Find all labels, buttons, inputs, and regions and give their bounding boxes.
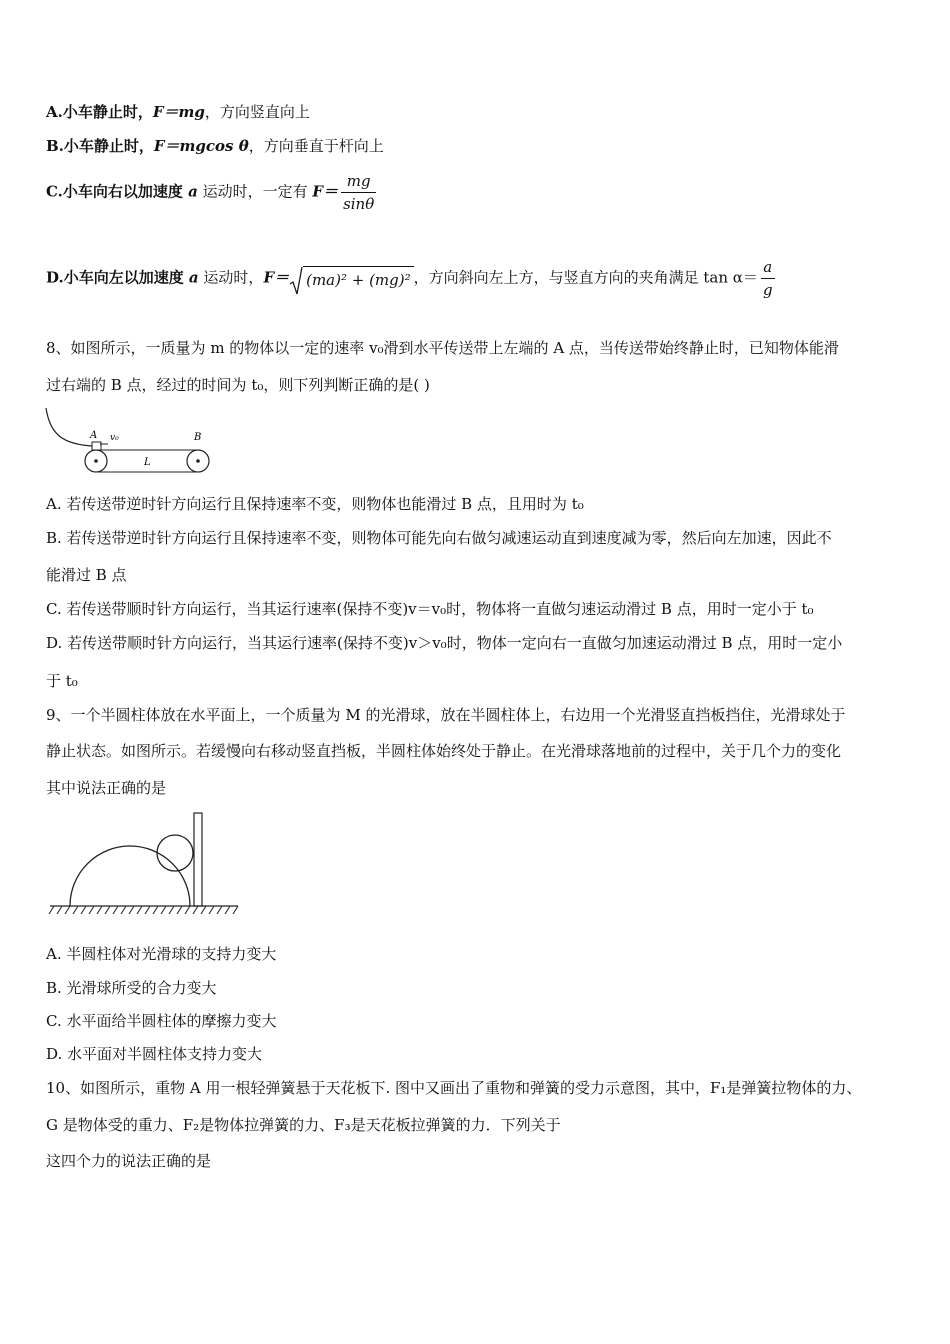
- velocity-label: v₀: [110, 433, 119, 443]
- q7-option-b-suffix: ，方向垂直于杆向上: [248, 137, 384, 155]
- radical-sign-icon: [289, 266, 303, 296]
- q7-option-a-suffix: ，方向竖直向上: [204, 103, 310, 121]
- vertical-board: [194, 813, 202, 906]
- ramp-curve: [46, 408, 92, 446]
- q7-option-c-mid: 运动时，一定有: [197, 182, 313, 201]
- q7-option-b-prefix: B.小车静止时，: [46, 137, 154, 155]
- q10-stem-line-2: G 是物体受的重力、F₂是物体拉弹簧的力、F₃是天花板拉弹簧的力．下列关于: [46, 1116, 561, 1134]
- q7-option-d-var: a: [188, 268, 199, 287]
- q7-option-d-numerator: a: [761, 256, 775, 279]
- q7-option-c: [46, 170, 379, 215]
- length-label: L: [144, 457, 151, 468]
- point-a-label: A: [90, 430, 98, 441]
- q7-option-c-prefix: C.小车向右以加速度: [46, 182, 189, 201]
- q8-option-b-line-2: 能滑过 B 点: [46, 566, 127, 584]
- q7-option-c-numerator: mg: [341, 170, 376, 193]
- q7-option-d-mid: 运动时，: [198, 268, 264, 287]
- right-pulley-axle: [196, 459, 200, 463]
- q7-option-b: [46, 136, 384, 156]
- q7-option-d-prefix: D.小车向左以加速度: [46, 268, 189, 287]
- q9-stem-line-3: 其中说法正确的是: [46, 779, 167, 797]
- block: [92, 442, 101, 450]
- q9-stem-line-1: 9、一个半圆柱体放在水平面上，一个质量为 M 的光滑球，放在半圆柱体上，右边用一个光滑竖直挡板挡住，光滑球处于: [46, 706, 846, 724]
- q8-option-d-line-2: 于 t₀: [46, 672, 78, 690]
- q7-option-c-lhs: F＝: [312, 182, 339, 201]
- q9-option-b: B. 光滑球所受的合力变大: [46, 979, 217, 997]
- semicylinder-ball-figure: [44, 808, 244, 923]
- q9-option-d: D. 水平面对半圆柱体支持力变大: [46, 1045, 263, 1063]
- q7-option-d-suffix: ，方向斜向左上方，与竖直方向的夹角满足 tan α＝: [413, 268, 758, 287]
- q8-option-b-line-1: B. 若传送带逆时针方向运行且保持速率不变，则物体可能先向右做匀减速运动直到速度减为零，然后向左加速，因此不: [46, 529, 832, 547]
- q7-option-d-sqrt: [289, 266, 414, 291]
- q7-option-a: [46, 102, 310, 122]
- point-b-label: B: [194, 432, 202, 443]
- q7-option-c-fraction: [341, 170, 376, 215]
- q9-stem-line-2: 静止状态。如图所示。若缓慢向右移动竖直挡板，半圆柱体始终处于静止。在光滑球落地前的过程中，关于几个力的变化: [46, 742, 842, 760]
- q7-option-b-formula: F＝mgcos θ: [153, 137, 249, 155]
- q9-option-a: A. 半圆柱体对光滑球的支持力变大: [46, 945, 277, 963]
- q8-option-c: C. 若传送带顺时针方向运行，当其运行速率(保持不变)v＝v₀时，物体将一直做匀速运动滑过 B 点，用时一定小于 t₀: [46, 600, 814, 618]
- q7-option-c-denominator: sinθ: [343, 195, 375, 213]
- q8-option-d-line-1: D. 若传送带顺时针方向运行，当其运行速率(保持不变)v＞v₀时，物体一定向右一直做匀加速运动滑过 B 点，用时一定小: [46, 634, 843, 652]
- q8-stem-line-1: 8、如图所示，一质量为 m 的物体以一定的速率 v₀滑到水平传送带上左端的 A 点，当传送带始终静止时，已知物体能滑: [46, 339, 839, 357]
- semicylinder: [70, 846, 190, 906]
- q7-option-d: [46, 256, 778, 301]
- q8-stem-line-2: 过右端的 B 点，经过的时间为 t₀，则下列判断正确的是( ): [46, 376, 430, 394]
- q7-option-d-lhs: F＝: [263, 268, 290, 287]
- q7-option-c-var: a: [188, 182, 198, 201]
- ground-hatching: [49, 906, 238, 914]
- q7-option-d-radicand: (ma)² + (mg)²: [303, 266, 414, 291]
- q7-option-a-prefix: A.小车静止时，: [46, 103, 153, 121]
- q8-option-a: A. 若传送带逆时针方向运行且保持速率不变，则物体也能滑过 B 点，且用时为 t₀: [46, 495, 584, 513]
- q7-option-d-fraction: [761, 256, 775, 301]
- left-pulley-axle: [94, 459, 98, 463]
- q7-option-d-denominator: g: [762, 281, 773, 299]
- q9-option-c: C. 水平面给半圆柱体的摩擦力变大: [46, 1012, 277, 1030]
- q7-option-a-formula: F＝mg: [152, 103, 205, 121]
- conveyor-belt-figure: [42, 404, 222, 484]
- q10-stem-line-1: 10、如图所示，重物 A 用一根轻弹簧悬于天花板下. 图中又画出了重物和弹簧的受力示意图，其中，F₁是弹簧拉物体的力、: [46, 1079, 862, 1097]
- q10-stem-line-3: 这四个力的说法正确的是: [46, 1152, 212, 1170]
